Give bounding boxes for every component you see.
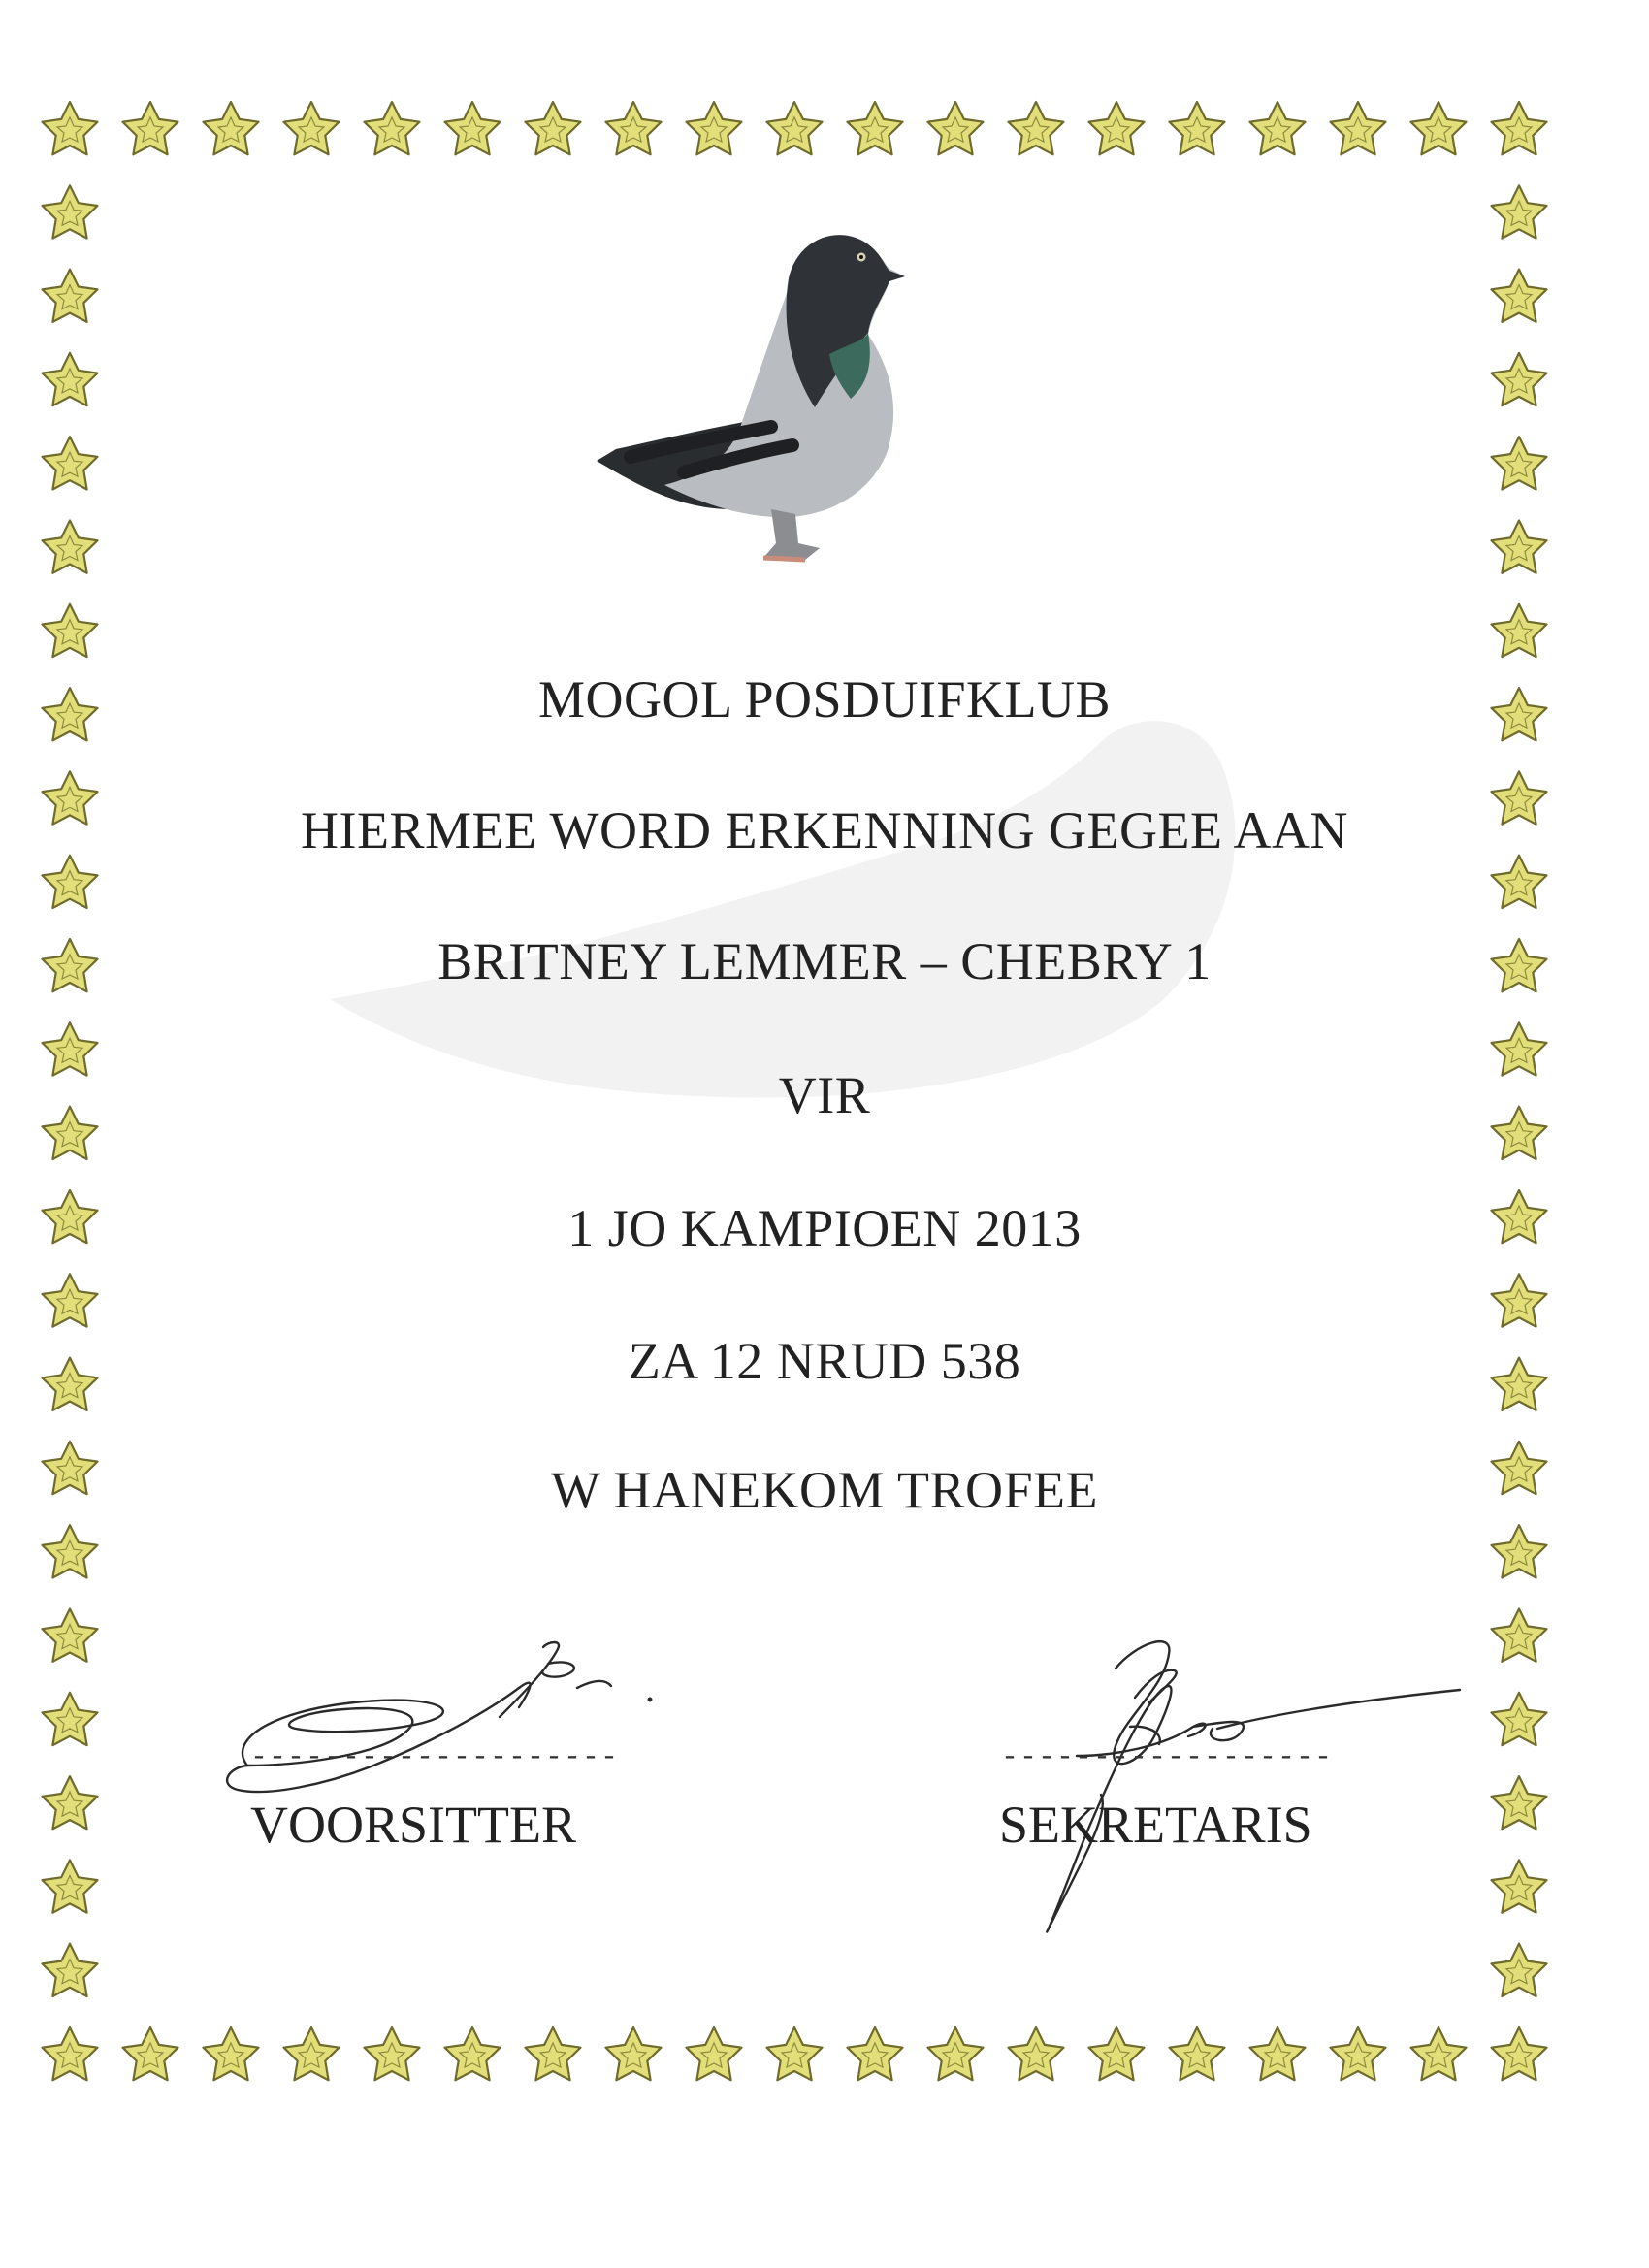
star-icon bbox=[1492, 1693, 1547, 1745]
star-icon bbox=[1492, 185, 1547, 238]
star-icon bbox=[43, 1693, 98, 1745]
star-icon bbox=[1331, 102, 1386, 154]
star-icon bbox=[1492, 604, 1547, 657]
star-icon bbox=[43, 521, 98, 573]
star-icon bbox=[43, 2027, 98, 2080]
star-icon bbox=[43, 1274, 98, 1326]
star-icon bbox=[1492, 1609, 1547, 1662]
star-icon bbox=[1492, 1944, 1547, 1996]
star-icon bbox=[123, 102, 178, 154]
sekretaris-label: SEKRETARIS bbox=[999, 1796, 1312, 1854]
star-icon bbox=[43, 270, 98, 322]
star-icon bbox=[1170, 102, 1225, 154]
star-icon bbox=[526, 102, 581, 154]
star-icon bbox=[43, 102, 98, 154]
star-icon bbox=[848, 102, 903, 154]
voorsitter-label: VOORSITTER bbox=[250, 1796, 576, 1854]
star-icon bbox=[1492, 270, 1547, 322]
secretary-signature bbox=[970, 1610, 1465, 1960]
club-name: MOGOL POSDUIFKLUB bbox=[537, 670, 1112, 729]
star-icon bbox=[606, 102, 662, 154]
star-icon bbox=[526, 2027, 581, 2080]
pigeon-icon bbox=[538, 218, 955, 567]
star-icon bbox=[1492, 1860, 1547, 1912]
star-icon bbox=[1331, 2027, 1386, 2080]
signature-line-right: ------------------ bbox=[1001, 1741, 1334, 1774]
star-icon bbox=[1411, 102, 1467, 154]
star-icon bbox=[43, 437, 98, 489]
recognition-line: HIERMEE WORD ERKENNING GEGEE AAN bbox=[301, 801, 1348, 859]
recipient-name: BRITNEY LEMMER – CHEBRY 1 bbox=[437, 932, 1212, 990]
for-label: VIR bbox=[778, 1066, 871, 1124]
signature-line-left: -------------------- bbox=[250, 1741, 620, 1774]
star-icon bbox=[1250, 102, 1306, 154]
star-icon bbox=[606, 2027, 662, 2080]
star-icon bbox=[1492, 1525, 1547, 1577]
star-icon bbox=[445, 2027, 501, 2080]
star-icon bbox=[928, 2027, 984, 2080]
award-title: 1 JO KAMPIOEN 2013 bbox=[567, 1199, 1082, 1257]
star-icon bbox=[1492, 856, 1547, 908]
star-icon bbox=[123, 2027, 178, 2080]
star-icon bbox=[43, 604, 98, 657]
ring-number: ZA 12 NRUD 538 bbox=[628, 1332, 1021, 1390]
star-icon bbox=[1492, 102, 1547, 154]
star-icon bbox=[43, 185, 98, 238]
star-icon bbox=[687, 2027, 742, 2080]
star-icon bbox=[43, 856, 98, 908]
star-icon bbox=[1250, 2027, 1306, 2080]
star-icon bbox=[1009, 102, 1064, 154]
star-icon bbox=[1492, 1274, 1547, 1326]
star-icon bbox=[1411, 2027, 1467, 2080]
star-icon bbox=[1492, 1776, 1547, 1829]
star-icon bbox=[928, 102, 984, 154]
star-icon bbox=[365, 2027, 420, 2080]
star-icon bbox=[1009, 2027, 1064, 2080]
star-icon bbox=[43, 1944, 98, 1996]
star-icon bbox=[43, 1860, 98, 1912]
star-icon bbox=[43, 1776, 98, 1829]
star-icon bbox=[848, 2027, 903, 2080]
star-icon bbox=[43, 1525, 98, 1577]
star-icon bbox=[687, 102, 742, 154]
star-icon bbox=[767, 102, 823, 154]
star-icon bbox=[365, 102, 420, 154]
trophy-name: W HANEKOM TROFEE bbox=[550, 1461, 1098, 1519]
star-icon bbox=[1089, 102, 1145, 154]
star-icon bbox=[43, 1609, 98, 1662]
star-icon bbox=[284, 2027, 340, 2080]
star-icon bbox=[445, 102, 501, 154]
star-icon bbox=[1492, 521, 1547, 573]
star-icon bbox=[1492, 353, 1547, 405]
star-icon bbox=[1089, 2027, 1145, 2080]
star-icon bbox=[43, 353, 98, 405]
star-icon bbox=[767, 2027, 823, 2080]
star-icon bbox=[1170, 2027, 1225, 2080]
star-icon bbox=[204, 2027, 259, 2080]
star-icon bbox=[284, 102, 340, 154]
star-icon bbox=[204, 102, 259, 154]
star-icon bbox=[1492, 2027, 1547, 2080]
star-icon bbox=[1492, 437, 1547, 489]
